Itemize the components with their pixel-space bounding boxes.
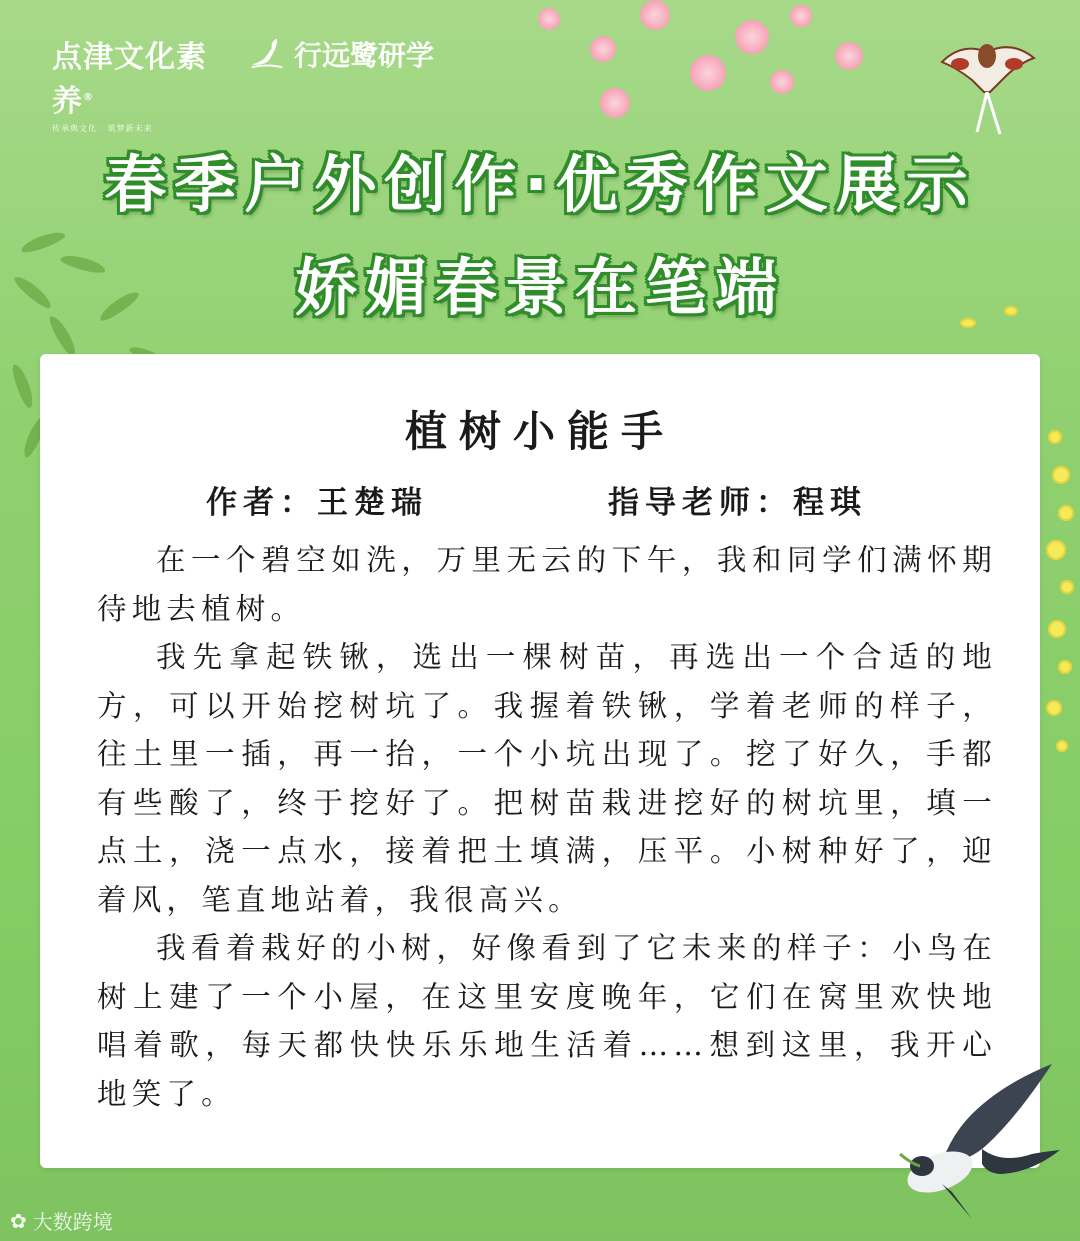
blossom-decoration <box>690 55 726 91</box>
poster-subtitle: 娇媚春景在笔端 <box>294 251 785 324</box>
essay-card <box>40 354 1040 1168</box>
registered-mark: ® <box>83 92 94 103</box>
essay-paragraph: 我先拿起铁锹，选出一棵树苗，再选出一个合适的地方，可以开始挖树坑了。我握着铁锹，学着老师的样子，往土里一插，再一抬，一个小坑出现了。挖了好久，手都有些酸了，终于挖好了。把树苗栽进挖好的树坑里，填一点土，浇一点水，接着把土填满，压平。小树种好了，迎着风，笔直地站着，我很高兴。 <box>97 640 997 917</box>
flower-decoration <box>1058 660 1072 674</box>
kite-icon <box>932 22 1042 142</box>
brand-logo-left <box>52 32 228 134</box>
brand-slogan-left: 传承典文化 · 筑梦新未来 <box>52 124 153 133</box>
poster-title: 春季户外创作·优秀作文展示 <box>104 148 976 221</box>
essay-title: 植树小能手 <box>404 407 675 456</box>
blossom-decoration <box>735 20 769 54</box>
blossom-decoration <box>770 70 794 94</box>
watermark-text: 大数跨境 <box>32 1210 113 1234</box>
brand-name-right: 行远鹭研学 <box>294 39 435 72</box>
flower-decoration <box>1052 466 1070 484</box>
blossom-decoration <box>835 42 863 70</box>
flower-decoration <box>1046 700 1062 716</box>
essay-teacher: 指导老师：程琪 <box>608 485 867 521</box>
egret-icon <box>248 35 286 73</box>
flower-decoration <box>1046 540 1066 560</box>
essay-body <box>97 536 997 1118</box>
brand-name-left: 点津文化素养 <box>52 40 207 119</box>
flower-decoration <box>1056 740 1068 752</box>
blossom-decoration <box>538 8 560 30</box>
leaf-decoration <box>9 362 36 409</box>
watermark-logo-icon: ✿ <box>10 1208 27 1233</box>
essay-paragraph: 在一个碧空如洗，万里无云的下午，我和同学们满怀期待地去植树。 <box>97 543 997 626</box>
flower-decoration <box>1058 505 1074 521</box>
flower-decoration <box>1060 580 1074 594</box>
blossom-decoration <box>590 36 616 62</box>
swallow-icon <box>892 1054 1062 1224</box>
blossom-decoration <box>600 88 630 118</box>
flower-decoration <box>1048 620 1066 638</box>
essay-author: 作者：王楚瑞 <box>206 485 428 521</box>
flower-decoration <box>1048 430 1062 444</box>
essay-paragraph: 我看着栽好的小树，好像看到了它未来的样子：小鸟在树上建了一个小屋，在这里安度晚年，它们在窝里欢快地唱着歌，每天都快快乐乐地生活着……想到这里，我开心地笑了。 <box>97 931 997 1111</box>
brand-logo-right <box>248 34 434 74</box>
blossom-decoration <box>640 0 670 30</box>
blossom-decoration <box>790 5 812 27</box>
watermark <box>10 1206 113 1235</box>
